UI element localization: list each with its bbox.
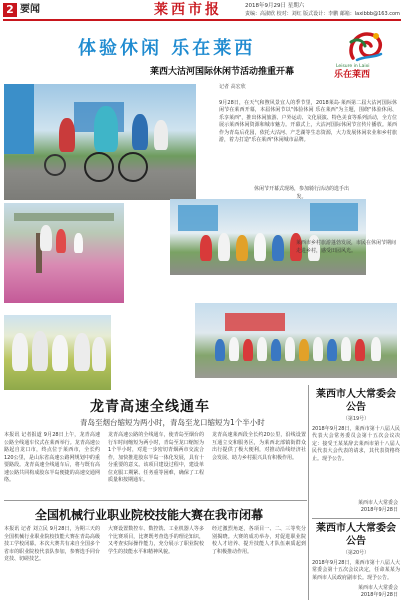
rural-tour-caption: 莱西市乡村旅游蓬勃发展，市民在休闲节期间走进乡村，感受田园风光。	[296, 240, 397, 254]
banner-title: 体验休闲 乐在莱西	[78, 38, 256, 59]
story2-column-3: 龙青高速莱西段全长约20公里，沿线设置互通立交和服务区，为莱西北部镇街群众出行提供了极大便利，对推动沿线经济社会发展、助力乡村振兴具有积极作用。	[212, 432, 306, 461]
logo-english-text: Leisure in Laixi	[336, 64, 370, 69]
story3-divider	[4, 500, 307, 501]
story1-source: 记者 高宏欣	[219, 84, 246, 90]
story3-headline: 全国机械行业职业院校技能大赛在我市闭幕	[35, 508, 264, 522]
story3-column-1: 本报讯 记者 刘立民 9月28日，为期三天的全国机械行业职业院校技能大赛在青岛高级技工学校闭幕。本次大赛共有来自全国多个省市的职业院校代表队参加，参赛选手同台竞技、切磋技艺。	[4, 526, 100, 562]
notice2-body: 2018年9月28日，莱西市第十八届人大常委会第十五次会议决定，任命某某为莱西市人民政府副市长。现予公告。	[312, 560, 400, 581]
notice1-signature: 莱西市人大常委会 2018年9月28日	[357, 500, 398, 513]
notice2-headline: 莱西市人大常委会公告	[316, 523, 396, 547]
notice2-number: （第20号）	[342, 550, 370, 556]
header-rule	[3, 19, 401, 21]
sidebar-notice-divider	[312, 518, 400, 519]
story2-headline: 龙青高速全线通车	[90, 399, 210, 415]
story3-column-3: 经过激烈角逐，各项目一、二、三等奖分别揭晓。大赛的成功举办，对促进职业院校人才培养、提升技能人才队伍素质起到了积极推动作用。	[212, 526, 306, 555]
hikers-photo	[4, 315, 111, 390]
group-photo	[170, 199, 366, 275]
story2-column-2: 龙青高速公路的全线通车，使青岛至烟台的行车时间缩短为两小时，青岛至龙口缩短为1个半小时，对进一步密切青烟两市交流合作，加快推进胶东半岛一体化发展，具有十分重要的意义。该项目建设过程中，建设单位克服工期紧、任务重等困难，确保了工程质量和按期通车。	[108, 432, 204, 483]
story2-column-1: 本报讯 记者报道 9月28日上午，龙青高速公路全线通车仪式在莱西举行。龙青高速公路起自龙口市，终点位于莱西市，全长约120公里，是山东省高速公路网规划中的重要路段。龙青高速全线通车后，将与既有高速公路共同构成胶东半岛便捷的高速交通网络。	[4, 432, 100, 483]
leisure-logo-icon	[343, 28, 387, 64]
logo-chinese-text: 乐在莱西	[334, 70, 371, 80]
page-number: 2	[3, 3, 17, 17]
story1-body: 9月28日，在天气和煦风景宜人的季节里，2018莱岛·莱西第二届大沽河国际休闲节在莱西开幕，本届休闲节以"体验休闲 乐在莱西"为主题，围绕"体验休闲、乐享莱西"，推出休闲旅游、户外运动、文化展演、特色美食等系列活动，全方位展示莱西休闲资源和城市魅力。开幕式上，大沽河国际休闲节宣传片播放。莱西作为青岛后花园，依托大沽河、产芝湖等生态资源，大力发展休闲农业和乡村旅游，着力打造"乐在莱西"休闲城市品牌。	[219, 100, 397, 144]
story3-column-2: 大赛设置数控车、数控铣、工业机器人等多个比赛项目，比赛既考查选手的理论知识，又考查实际操作能力，充分展示了职业院校学生的技能水平和精神风貌。	[108, 526, 204, 555]
notice1-number: （第19号）	[342, 416, 370, 422]
header-editors: 责编：高淑欣 校对：刘红 版式设计：李鹏 邮箱：laxibbb@163.com	[245, 11, 400, 17]
section-title: 要闻	[20, 4, 40, 15]
cycling-caption: 休闲节开幕式现场，参加骑行活动的选手出发。	[253, 186, 349, 200]
story2-subheadline: 青岛至烟台缩短为两小时，青岛至龙口缩短为1个半小时	[80, 418, 265, 427]
sidebar-divider	[308, 385, 309, 600]
story1-headline: 莱西大沽河国际休闲节活动推重开幕	[150, 67, 295, 77]
cyclists-photo	[4, 84, 196, 200]
flower-field-photo	[4, 203, 124, 303]
notice1-body: 2018年9月28日，莱西市第十八届人民代表大会常务委员会第十五次会议决定：接受王某某辞去莱西市第十八届人民代表大会代表的请求，其代表资格终止。现予公告。	[312, 426, 400, 462]
header-date: 2018年9月29日 星期六	[245, 3, 305, 9]
walkers-photo	[195, 303, 397, 378]
notice1-headline: 莱西市人大常委会公告	[316, 389, 396, 413]
notice2-signature: 莱西市人大常委会 2018年9月28日	[357, 585, 398, 598]
masthead: 莱西市报	[154, 2, 222, 18]
